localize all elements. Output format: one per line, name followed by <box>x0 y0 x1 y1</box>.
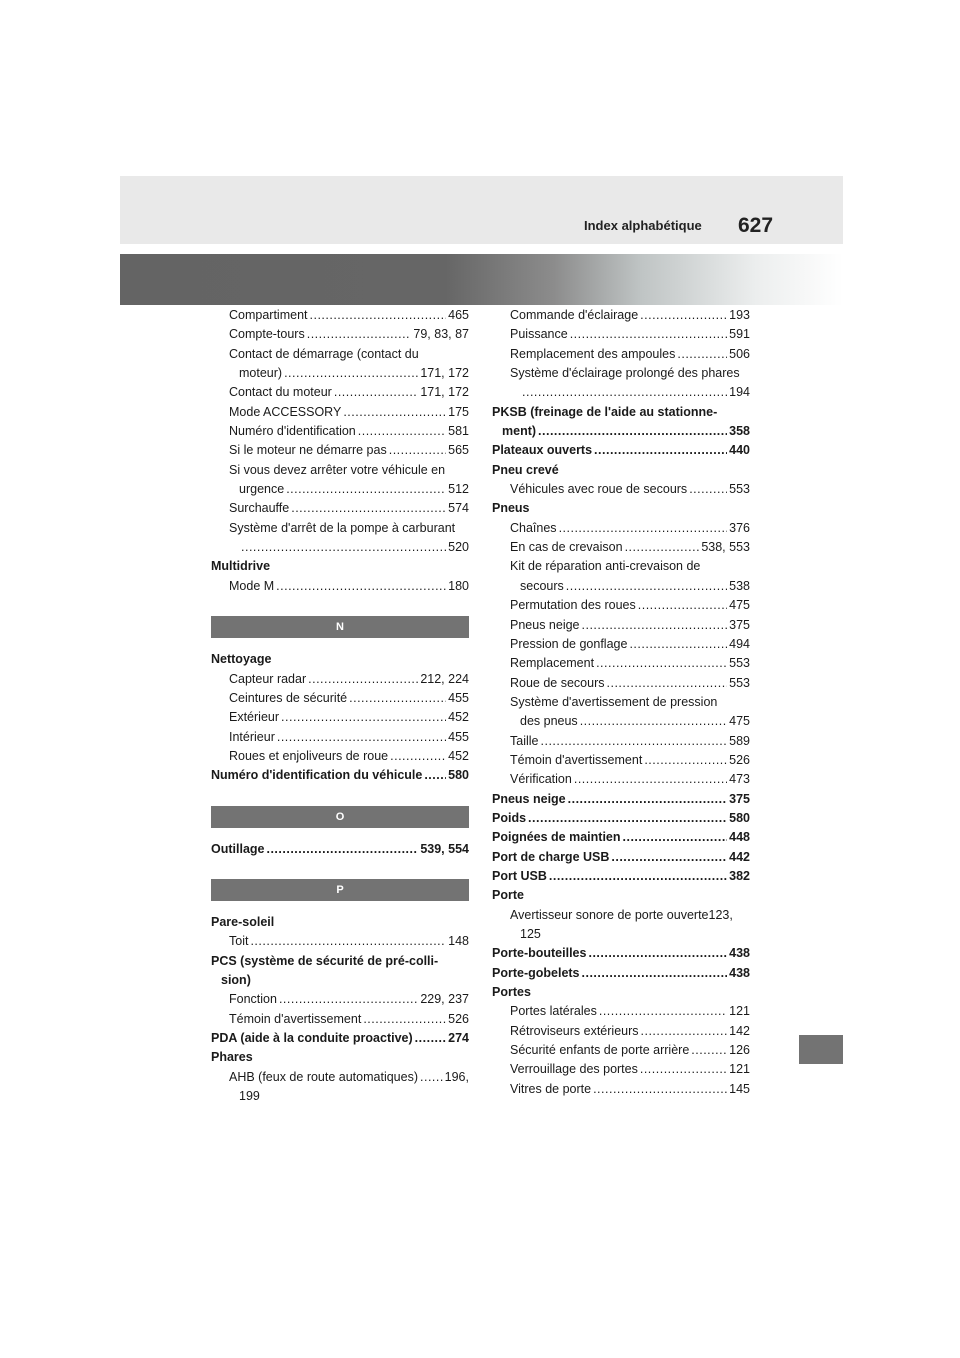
entry-label: 125 <box>520 927 541 941</box>
entry-label: Nettoyage <box>211 652 272 667</box>
index-subentry <box>211 689 469 708</box>
dot-leader <box>389 441 446 460</box>
entry-label: Pneus neige <box>492 791 566 806</box>
page-reference: 193 <box>729 308 750 322</box>
entry-label: Système d'éclairage prolongé des phares <box>510 366 740 381</box>
page-reference: 375 <box>729 791 750 806</box>
entry-label: Multidrive <box>211 559 271 574</box>
index-subentry <box>492 1060 750 1079</box>
page-reference: 79, 83, 87 <box>413 327 469 342</box>
entry-label: Vitres de porte <box>510 1081 592 1096</box>
dot-leader <box>276 577 446 596</box>
dot-leader <box>528 809 727 828</box>
dot-leader <box>279 990 418 1009</box>
dot-leader <box>284 364 418 383</box>
index-heading-entry <box>492 944 750 963</box>
page-reference: 455 <box>448 690 469 705</box>
page-reference: 274 <box>448 1030 469 1045</box>
dot-leader <box>522 383 727 402</box>
page-reference: 180 <box>448 578 469 593</box>
entry-label: Poignées de maintien <box>492 830 621 845</box>
index-subentry <box>211 325 469 344</box>
index-subentry <box>211 577 469 596</box>
entry-label: Sécurité enfants de porte arrière <box>510 1043 690 1058</box>
entry-label: Porte-bouteilles <box>492 946 587 961</box>
entry-label: Contact de démarrage (contact du <box>229 346 419 361</box>
page-reference: 553 <box>729 482 750 497</box>
index-subentry <box>211 1068 469 1087</box>
index-subentry <box>492 770 750 789</box>
dot-leader <box>559 519 728 538</box>
index-heading-entry <box>492 441 750 460</box>
page-reference: 574 <box>448 501 469 516</box>
entry-label: Portes latérales <box>510 1004 597 1019</box>
section-letter: N <box>336 621 344 634</box>
entry-label: Véhicules avec roue de secours <box>510 482 688 497</box>
chapter-thumb-tab <box>799 1035 843 1064</box>
index-heading-entry <box>211 557 469 576</box>
index-heading-entry <box>211 1029 469 1048</box>
index-heading-entry <box>211 1048 469 1067</box>
page-reference: 565 <box>448 443 469 458</box>
entry-label: secours <box>520 578 564 593</box>
index-subentry <box>211 990 469 1009</box>
entry-label: Numéro d'identification du véhicule <box>211 768 423 783</box>
dot-leader <box>541 732 728 751</box>
index-heading-entry <box>492 828 750 847</box>
entry-label: Phares <box>211 1050 253 1065</box>
dot-leader <box>691 1041 727 1060</box>
index-heading-entry <box>211 971 469 990</box>
index-subentry <box>492 906 750 925</box>
page-reference: 553 <box>729 675 750 690</box>
entry-label: Verrouillage des portes <box>510 1062 638 1077</box>
index-column-right <box>492 306 750 1099</box>
index-heading-entry <box>492 422 750 441</box>
dot-leader <box>308 670 418 689</box>
dot-leader <box>611 848 727 867</box>
index-subentry <box>492 674 750 693</box>
index-subentry <box>211 932 469 951</box>
entry-label: Taille <box>510 733 539 748</box>
dot-leader <box>343 403 446 422</box>
entry-label: Mode M <box>229 578 275 593</box>
index-heading-entry <box>492 790 750 809</box>
page-reference: 448 <box>729 830 750 845</box>
entry-label: Pneus <box>492 501 530 516</box>
index-subentry <box>492 712 750 731</box>
entry-label: Système d'arrêt de la pompe à carburant <box>229 520 456 535</box>
page-reference: 526 <box>448 1011 469 1026</box>
index-subentry <box>211 441 469 460</box>
entry-label: Compartiment <box>229 308 308 322</box>
entry-label: Port de charge USB <box>492 849 610 864</box>
index-subentry <box>492 538 750 557</box>
index-subentry <box>211 538 469 557</box>
page-reference: 194 <box>729 385 750 400</box>
entry-label: Porte-gobelets <box>492 965 580 980</box>
entry-label: Roue de secours <box>510 675 605 690</box>
entry-label: Poids <box>492 810 527 825</box>
entry-label: Extérieur <box>229 710 280 725</box>
index-subentry <box>492 519 750 538</box>
page-number: 627 <box>738 214 774 237</box>
index-subentry <box>492 1080 750 1099</box>
page-reference: 142 <box>729 1023 750 1038</box>
section-letter: P <box>336 883 344 896</box>
page-reference: 475 <box>729 598 750 613</box>
entry-label: Puissance <box>510 327 568 342</box>
entry-label: Pneus neige <box>510 617 580 632</box>
page-reference: 538 <box>729 578 750 593</box>
entry-label: Témoin d'avertissement <box>229 1011 362 1026</box>
dot-leader <box>582 616 728 635</box>
dot-leader <box>568 790 728 809</box>
entry-label: Surchauffe <box>229 501 290 516</box>
index-subentry <box>492 654 750 673</box>
entry-label: urgence <box>239 482 285 497</box>
page-reference: 506 <box>729 346 750 361</box>
entry-label: Portes <box>492 985 531 1000</box>
index-heading-entry <box>492 867 750 886</box>
entry-label: Porte <box>492 888 524 903</box>
dot-leader <box>415 1029 446 1048</box>
index-heading-entry <box>492 499 750 518</box>
dot-leader <box>640 1060 727 1079</box>
dot-leader <box>677 345 727 364</box>
index-subentry <box>211 747 469 766</box>
dot-leader <box>644 751 727 770</box>
entry-label: Si le moteur ne démarre pas <box>229 443 387 458</box>
dot-leader <box>623 828 728 847</box>
entry-label: moteur) <box>239 366 283 381</box>
page-reference: 538, 553 <box>701 540 750 555</box>
index-subentry <box>211 728 469 747</box>
page-title: Index alphabétique <box>584 218 702 233</box>
index-subentry <box>211 1087 469 1106</box>
entry-label: Compte-tours <box>229 327 305 342</box>
index-subentry <box>211 403 469 422</box>
entry-label: Numéro d'identification <box>229 424 356 439</box>
page-reference: 121 <box>729 1004 750 1019</box>
dot-leader <box>241 538 446 557</box>
entry-label: Vérification <box>510 772 572 787</box>
dot-leader <box>277 728 446 747</box>
page-reference: 382 <box>729 868 750 883</box>
dot-leader <box>641 1022 728 1041</box>
entry-label: sion) <box>221 972 251 987</box>
dot-leader <box>266 840 418 859</box>
page-reference: 581 <box>448 424 469 439</box>
dot-leader <box>593 1080 727 1099</box>
index-heading-entry <box>211 952 469 971</box>
dot-leader <box>582 964 728 983</box>
entry-label: Chaînes <box>510 520 557 535</box>
dot-leader <box>281 708 446 727</box>
index-column-left <box>211 306 469 1106</box>
index-subentry <box>492 596 750 615</box>
index-heading-entry <box>211 650 469 669</box>
dot-leader <box>580 712 727 731</box>
index-heading-entry <box>492 964 750 983</box>
page-reference: 145 <box>729 1081 750 1096</box>
entry-label: PDA (aide à la conduite proactive) <box>211 1030 413 1045</box>
page-reference: 121 <box>729 1062 750 1077</box>
page-reference: 553 <box>729 656 750 671</box>
dot-leader <box>334 383 418 402</box>
page-reference: 580 <box>729 810 750 825</box>
section-letter-band <box>211 806 469 828</box>
index-subentry <box>211 1010 469 1029</box>
dot-leader <box>549 867 727 886</box>
section-letter: O <box>335 810 345 823</box>
entry-label: Permutation des roues <box>510 598 636 613</box>
page-reference: 580 <box>448 768 469 783</box>
entry-label: 199 <box>239 1089 260 1103</box>
entry-label: Système d'avertissement de pression <box>510 694 718 709</box>
page-reference: 196, <box>444 1069 469 1084</box>
entry-label: Si vous devez arrêter votre véhicule en <box>229 462 446 477</box>
dot-leader <box>538 422 727 441</box>
entry-label: Roues et enjoliveurs de roue <box>229 748 389 763</box>
entry-label: PKSB (freinage de l'aide au stationne- <box>492 404 718 419</box>
page-reference: 494 <box>729 636 750 651</box>
page-reference: 589 <box>729 733 750 748</box>
index-subentry <box>211 461 469 480</box>
dot-leader <box>640 306 727 325</box>
entry-label: Outillage <box>211 841 265 856</box>
index-heading-entry <box>492 461 750 480</box>
dot-leader <box>588 944 727 963</box>
index-subentry <box>492 345 750 364</box>
index-subentry <box>211 345 469 364</box>
index-subentry <box>492 557 750 576</box>
entry-label: En cas de crevaison <box>510 540 623 555</box>
entry-label: Témoin d'avertissement <box>510 752 643 767</box>
dot-leader <box>250 932 446 951</box>
entry-label: Mode ACCESSORY <box>229 404 342 419</box>
index-heading-entry <box>492 983 750 1002</box>
dot-leader <box>594 441 727 460</box>
page-reference: 520 <box>448 540 469 555</box>
dot-leader <box>291 499 446 518</box>
page-reference: 455 <box>448 729 469 744</box>
section-letter-band <box>211 616 469 638</box>
entry-label: Port USB <box>492 868 547 883</box>
index-heading-entry <box>211 913 469 932</box>
index-subentry <box>492 925 750 944</box>
dot-leader <box>390 747 446 766</box>
index-subentry <box>211 499 469 518</box>
section-letter-band <box>211 879 469 901</box>
index-subentry <box>492 383 750 402</box>
dot-leader <box>599 1002 727 1021</box>
entry-label: Intérieur <box>229 729 275 744</box>
entry-label: Rétroviseurs extérieurs <box>510 1023 639 1038</box>
page-reference: 229, 237 <box>420 992 469 1007</box>
index-subentry <box>211 422 469 441</box>
index-subentry <box>211 383 469 402</box>
dot-leader <box>358 422 446 441</box>
entry-label: Capteur radar <box>229 671 307 686</box>
index-heading-entry <box>492 403 750 422</box>
dot-leader <box>349 689 446 708</box>
dot-leader <box>363 1010 446 1029</box>
page-reference: 175 <box>448 404 469 419</box>
page-reference: 591 <box>729 327 750 342</box>
entry-label: Remplacement des ampoules <box>510 346 676 361</box>
entry-label: PCS (système de sécurité de pré-colli- <box>211 953 439 968</box>
page-reference: 475 <box>729 714 750 729</box>
index-heading-entry <box>211 840 469 859</box>
dot-leader <box>420 1068 443 1087</box>
entry-label: Toit <box>229 934 249 949</box>
page-reference: 452 <box>448 710 469 725</box>
page-reference: 171, 172 <box>420 385 469 400</box>
header-band <box>120 176 843 244</box>
entry-label: Plateaux ouverts <box>492 443 593 458</box>
index-subentry <box>211 519 469 538</box>
dot-leader <box>638 596 727 615</box>
page-reference: 440 <box>729 443 750 458</box>
index-heading-entry <box>492 848 750 867</box>
entry-label: Fonction <box>229 992 277 1007</box>
page-reference: 376 <box>729 520 750 535</box>
index-subentry <box>492 1041 750 1060</box>
index-subentry <box>492 364 750 383</box>
page-reference: 526 <box>729 752 750 767</box>
page-reference: 358 <box>729 424 750 439</box>
dot-leader <box>570 325 727 344</box>
entry-label: Ceintures de sécurité <box>229 690 348 705</box>
entry-label: Avertisseur sonore de porte ouverte123, <box>510 907 733 922</box>
page-reference: 375 <box>729 617 750 632</box>
page-reference: 171, 172 <box>420 366 469 381</box>
index-subentry <box>492 480 750 499</box>
entry-label: ment) <box>502 424 537 439</box>
index-heading-entry <box>492 886 750 905</box>
page-reference: 539, 554 <box>420 841 469 856</box>
page-reference: 212, 224 <box>420 671 469 686</box>
index-subentry <box>492 325 750 344</box>
page-reference: 148 <box>448 934 469 949</box>
dot-leader <box>689 480 727 499</box>
entry-label: Kit de réparation anti-crevaison de <box>510 559 701 574</box>
index-subentry <box>492 577 750 596</box>
dot-leader <box>629 635 727 654</box>
index-subentry <box>211 364 469 383</box>
entry-label: AHB (feux de route automatiques) <box>229 1069 418 1084</box>
page-reference: 438 <box>729 946 750 961</box>
page-reference: 465 <box>448 308 469 322</box>
header-gradient-bar <box>120 254 843 305</box>
entry-label: des pneus <box>520 714 578 729</box>
index-heading-entry <box>211 766 469 785</box>
page-reference: 442 <box>729 849 750 864</box>
dot-leader <box>310 306 447 325</box>
page-reference: 512 <box>448 482 469 497</box>
entry-label: Pare-soleil <box>211 914 275 929</box>
page-reference: 126 <box>729 1043 750 1058</box>
entry-label: Pression de gonflage <box>510 636 628 651</box>
dot-leader <box>607 674 728 693</box>
dot-leader <box>286 480 446 499</box>
index-subentry <box>492 635 750 654</box>
dot-leader <box>625 538 700 557</box>
index-heading-entry <box>492 809 750 828</box>
index-subentry <box>211 670 469 689</box>
entry-label: Contact du moteur <box>229 385 332 400</box>
index-subentry <box>211 708 469 727</box>
page-reference: 438 <box>729 965 750 980</box>
dot-leader <box>307 325 412 344</box>
index-subentry <box>492 751 750 770</box>
index-subentry <box>492 306 750 325</box>
index-subentry <box>492 616 750 635</box>
entry-label: Remplacement <box>510 656 595 671</box>
index-subentry <box>492 693 750 712</box>
dot-leader <box>424 766 446 785</box>
entry-label: Commande d'éclairage <box>510 308 639 322</box>
index-subentry <box>492 732 750 751</box>
dot-leader <box>566 577 727 596</box>
index-subentry <box>492 1022 750 1041</box>
page-reference: 452 <box>448 748 469 763</box>
entry-label: Pneu crevé <box>492 462 559 477</box>
index-subentry <box>492 1002 750 1021</box>
dot-leader <box>574 770 727 789</box>
dot-leader <box>596 654 727 673</box>
page-reference: 473 <box>729 772 750 787</box>
index-subentry <box>211 306 469 325</box>
index-subentry <box>211 480 469 499</box>
